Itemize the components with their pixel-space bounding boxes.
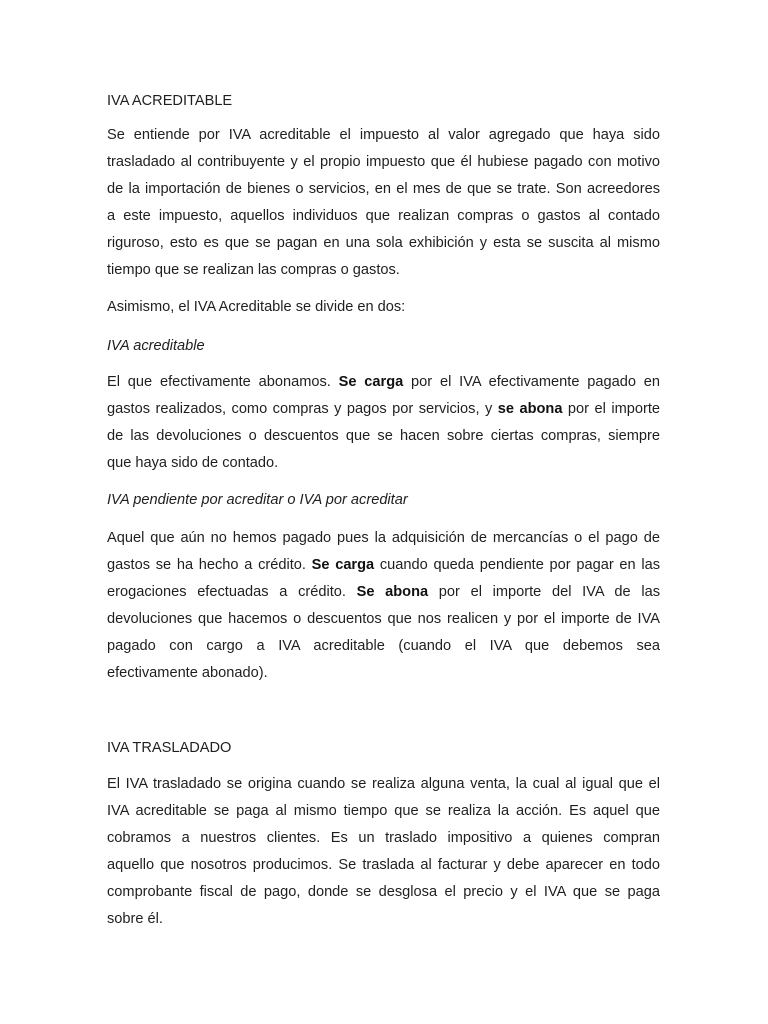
- text-line: IVA acreditable se paga al mismo tiempo que se realiza la acción. Es aquel que: [107, 803, 660, 819]
- section-title-iva-trasladado: IVA TRASLADADO: [107, 740, 232, 756]
- text-line: tiempo que se realizan las compras o gastos.: [107, 262, 400, 278]
- text-line: gastos se ha hecho a crédito. Se carga cuando queda pendiente por pagar en las: [107, 557, 660, 573]
- document-page: [107, 88, 660, 933]
- bold-term: se abona: [497, 401, 563, 417]
- intro-paragraph: [107, 122, 660, 284]
- text-line: a este impuesto, aquellos individuos que realizan compras o gastos al contado: [107, 208, 660, 224]
- text-line: gastos realizados, como compras y pagos por servicios, y se abona por el importe: [107, 401, 660, 417]
- text-line: trasladado al contribuyente y el propio impuesto que él hubiese pagado con motivo: [107, 154, 660, 170]
- text-line: pagado con cargo a IVA acreditable (cuando el IVA que debemos sea: [107, 638, 660, 654]
- text-line: El IVA trasladado se origina cuando se realiza alguna venta, la cual al igual que el: [107, 776, 660, 792]
- text-line: aquello que nosotros producimos. Se traslada al facturar y debe aparecer en todo: [107, 857, 660, 873]
- text-line: efectivamente abonado).: [107, 665, 268, 681]
- text-line: devoluciones que hacemos o descuentos que nos realicen y por el importe de IVA: [107, 611, 660, 627]
- text-line: El que efectivamente abonamos. Se carga por el IVA efectivamente pagado en: [107, 374, 660, 390]
- bold-term: Se carga: [311, 557, 375, 573]
- text-line: comprobante fiscal de pago, donde se desglosa el precio y el IVA que se paga: [107, 884, 660, 900]
- text-line: riguroso, esto es que se pagan en una sola exhibición y esta se suscita al mismo: [107, 235, 660, 251]
- text-line: que haya sido de contado.: [107, 455, 279, 471]
- text-line: Se entiende por IVA acreditable el impuesto al valor agregado que haya sido: [107, 127, 660, 143]
- iva-pendiente-paragraph: [107, 525, 660, 687]
- bold-term: Se abona: [356, 584, 429, 600]
- subsection-title-iva-acreditable: IVA acreditable: [107, 338, 205, 354]
- bold-term: Se carga: [338, 374, 404, 390]
- text-line: cobramos a nuestros clientes. Es un traslado impositivo a quienes compran: [107, 830, 660, 846]
- iva-acreditable-paragraph: [107, 369, 660, 477]
- section-title-iva-acreditable: IVA ACREDITABLE: [107, 93, 233, 109]
- division-paragraph: Asimismo, el IVA Acreditable se divide en dos:: [107, 299, 406, 315]
- text-line: de la importación de bienes o servicios, en el mes de que se trate. Son acreedores: [107, 181, 660, 197]
- text-line: sobre él.: [107, 911, 163, 927]
- text-line: Aquel que aún no hemos pagado pues la adquisición de mercancías o el pago de: [107, 530, 660, 546]
- subsection-title-iva-pendiente: IVA pendiente por acreditar o IVA por acreditar: [107, 492, 408, 508]
- text-line: de las devoluciones o descuentos que se hacen sobre ciertas compras, siempre: [107, 428, 660, 444]
- iva-trasladado-paragraph: [107, 771, 660, 933]
- text-line: erogaciones efectuadas a crédito. Se abona por el importe del IVA de las: [107, 584, 660, 600]
